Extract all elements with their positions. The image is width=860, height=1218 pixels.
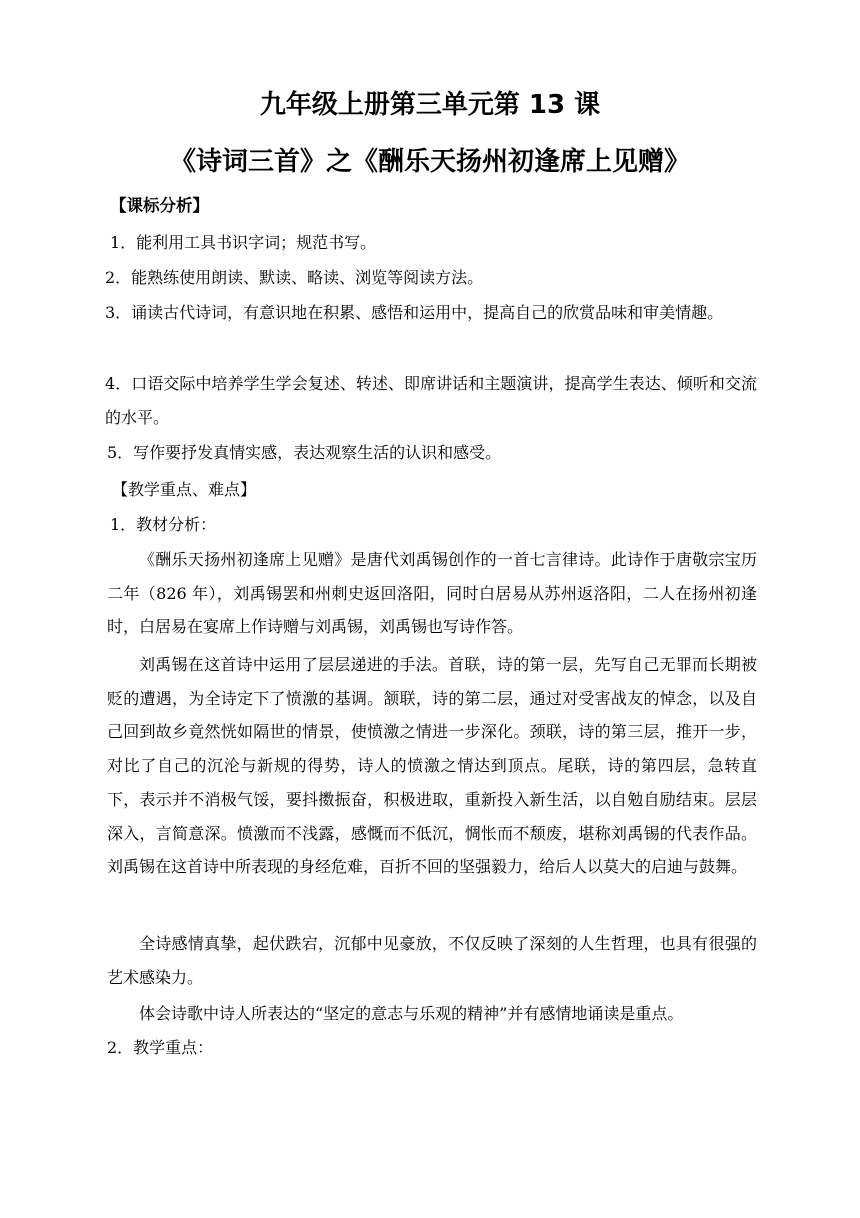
analysis-paragraph-3: 全诗感情真挚，起伏跌宕，沉郁中见豪放，不仅反映了深刻的人生哲理，也具有很强的艺术感染力。 bbox=[107, 934, 757, 987]
material-analysis-label: 1．教材分析： bbox=[110, 515, 217, 534]
curriculum-item-3: 3．诵读古代诗词，有意识地在积累、感悟和运用中，提高自己的欣赏品味和审美情趣。 bbox=[105, 303, 724, 322]
document-title: 九年级上册第三单元第 13 课 bbox=[259, 90, 601, 120]
analysis-paragraph-1: 《酬乐天扬州初逢席上见赠》是唐代刘禹锡创作的一首七言律诗。此诗作于唐敬宗宝历二年（826 年），刘禹锡罢和州刺史返回洛阳，同时白居易从苏州返洛阳，二人在扬州初逢时，白居易在宴席上作诗赠与刘禹锡，刘禹锡也写诗作答。 bbox=[107, 550, 757, 637]
curriculum-item-1: 1．能利用工具书识字词；规范书写。 bbox=[110, 233, 377, 252]
curriculum-item-2: 2．能熟练使用朗读、默读、略读、浏览等阅读方法。 bbox=[105, 268, 484, 287]
section-heading-curriculum: 【课标分析】 bbox=[110, 196, 209, 215]
curriculum-item-5: 5．写作要抒发真情实感，表达观察生活的认识和感受。 bbox=[107, 443, 502, 462]
document-subtitle: 《诗词三首》之《酬乐天扬州初逢席上见赠》 bbox=[169, 147, 690, 177]
section-heading-key-points: 【教学重点、难点】 bbox=[112, 480, 257, 499]
analysis-paragraph-2: 刘禹锡在这首诗中运用了层层递进的手法。首联，诗的第一层，先写自己无罪而长期被贬的遭遇，为全诗定下了愤激的基调。颔联，诗的第二层，通过对受害战友的悼念，以及自己回到故乡竟然恍如隔世的情景，使愤激之情进一步深化。颈联，诗的第三层，推开一步，对比了自己的沉沦与新规的得势，诗人的愤激之情达到顶点。尾联，诗的第四层，急转直下，表示并不消极气馁，要抖擞振奋，积极进取，重新投入新生活，以自勉自励结束。层层深入，言简意深。愤激而不浅露，感慨而不低沉，惆怅而不颓废，堪称刘禹锡的代表作品。刘禹锡在这首诗中所表现的身经危难，百折不回的坚强毅力，给后人以莫大的启迪与鼓舞。 bbox=[107, 655, 757, 877]
teaching-focus-label: 2．教学重点： bbox=[107, 1038, 214, 1057]
curriculum-item-4: 4．口语交际中培养学生学会复述、转述、即席讲话和主题演讲，提高学生表达、倾听和交流的水平。 bbox=[105, 374, 757, 427]
analysis-paragraph-4: 体会诗歌中诗人所表达的“坚定的意志与乐观的精神”并有感情地诵读是重点。 bbox=[139, 1004, 684, 1023]
